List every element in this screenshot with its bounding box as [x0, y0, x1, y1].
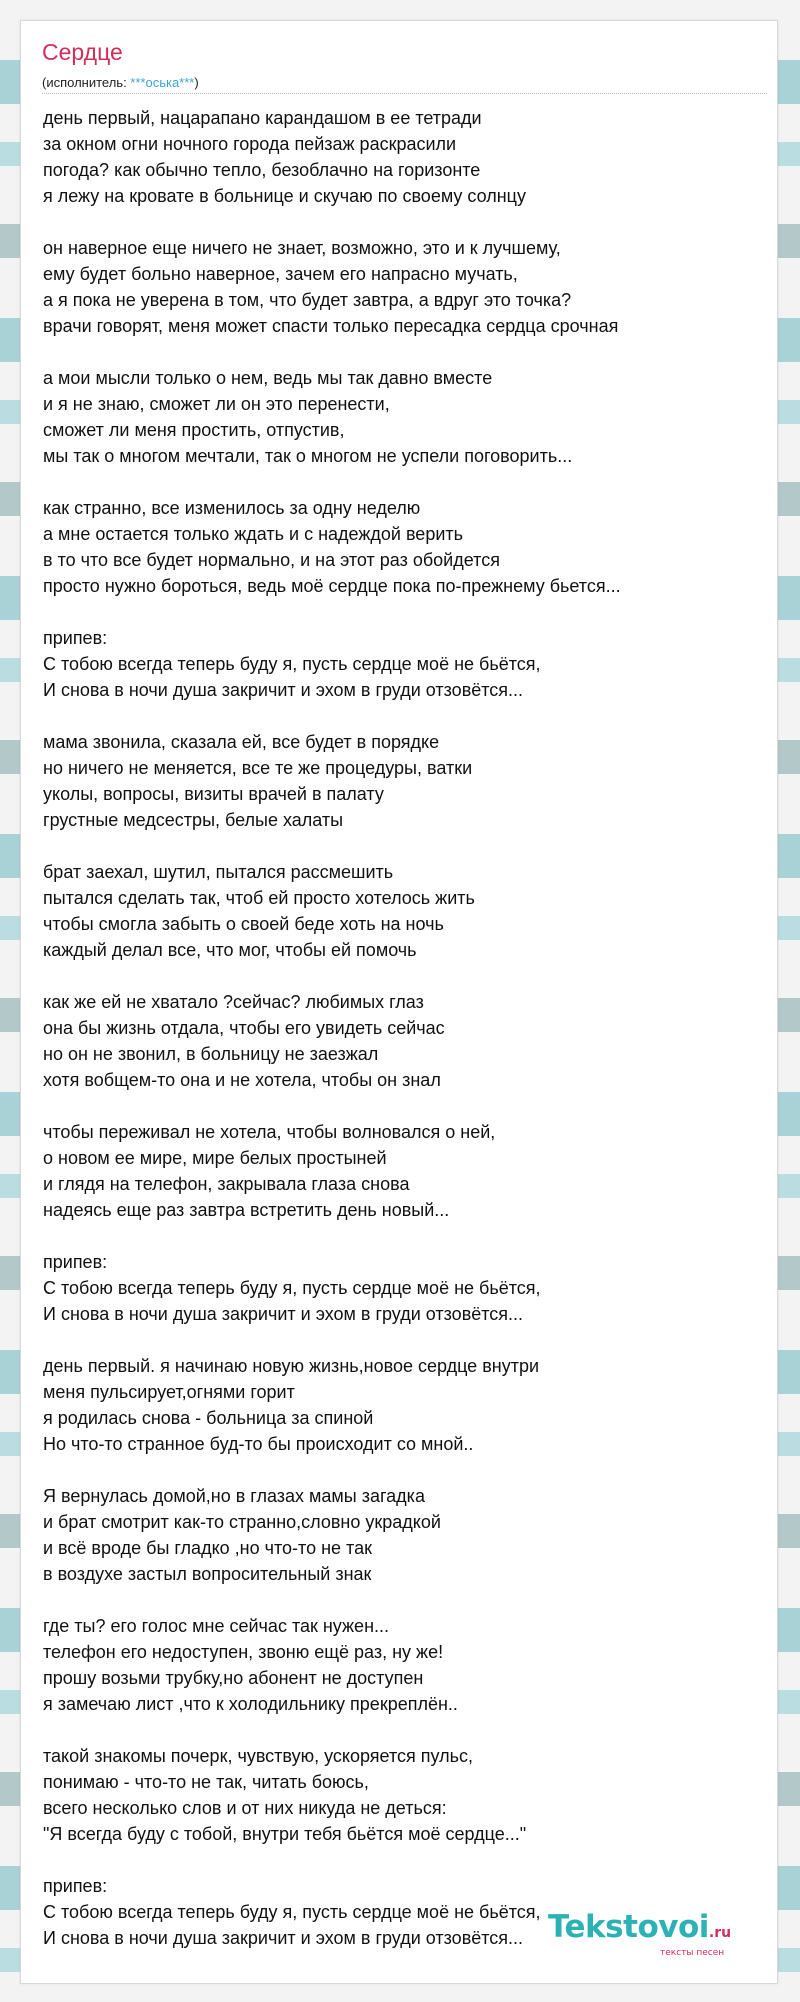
performer-link[interactable]: ***оська*** — [130, 75, 195, 90]
lyrics-line: меня пульсирует,огнями горит — [43, 1382, 295, 1402]
lyrics-stanza — [43, 495, 757, 599]
lyrics-line: И снова в ночи душа закричит и эхом в груди отзовётся... — [43, 1304, 524, 1324]
lyrics-stanza — [43, 859, 757, 963]
lyrics-line: как же ей не хватало ?сейчас? любимых глаз — [43, 992, 424, 1012]
lyrics-line: С тобою всегда теперь буду я, пусть сердце моё не бьётся, — [43, 1278, 541, 1298]
lyrics-line: день первый. я начинаю новую жизнь,новое сердце внутри — [43, 1356, 540, 1376]
lyrics-line: и всё вроде бы гладко ,но что-то не так — [43, 1538, 372, 1558]
lyrics-line: и брат смотрит как-то странно,словно украдкой — [43, 1512, 441, 1532]
lyrics-line: хотя вобщем-то она и не хотела, чтобы он знал — [43, 1070, 441, 1090]
logo-main-text: Tekstovoi — [548, 1909, 709, 1945]
lyrics-line: С тобою всегда теперь буду я, пусть сердце моё не бьётся, — [43, 1902, 541, 1922]
lyrics-line: чтобы переживал не хотела, чтобы волновался о ней, — [43, 1122, 496, 1142]
lyrics-line: я родилась снова - больница за спиной — [43, 1408, 374, 1428]
lyrics-line: прошу возьми трубку,но абонент не доступен — [43, 1668, 424, 1688]
site-logo[interactable] — [548, 1909, 732, 1945]
lyrics-line: припев: — [43, 1876, 108, 1896]
lyrics-line: а мои мысли только о нем, ведь мы так давно вместе — [43, 368, 493, 388]
lyrics-stanza — [43, 625, 757, 703]
lyrics-stanza — [43, 235, 757, 339]
lyrics-line: такой знакомы почерк, чувствую, ускоряется пульс, — [43, 1746, 473, 1766]
lyrics-line: Но что-то странное буд-то бы происходит со мной.. — [43, 1434, 474, 1454]
lyrics-line: о новом ее мире, мире белых простыней — [43, 1148, 387, 1168]
lyrics-line: я замечаю лист ,что к холодильнику прекреплён.. — [43, 1694, 458, 1714]
lyrics-line: он наверное еще ничего не знает, возможно, это и к лучшему, — [43, 238, 561, 258]
lyrics-body — [43, 105, 757, 1977]
lyrics-line: но он не звонил, в больницу не заезжал — [43, 1044, 379, 1064]
lyrics-stanza — [43, 1483, 757, 1587]
lyrics-line: в воздухе застыл вопросительный знак — [43, 1564, 372, 1584]
lyrics-stanza — [43, 1119, 757, 1223]
lyrics-stanza — [43, 105, 757, 209]
lyrics-line: Я вернулась домой,но в глазах мамы загадка — [43, 1486, 425, 1506]
lyrics-stanza — [43, 365, 757, 469]
song-title: Сердце — [42, 39, 123, 65]
lyrics-line: надеясь еще раз завтра встретить день новый... — [43, 1200, 450, 1220]
performer-line — [42, 75, 199, 90]
lyrics-stanza — [43, 1613, 757, 1717]
lyrics-line: а мне остается только ждать и с надеждой верить — [43, 524, 464, 544]
performer-prefix: (исполнитель: — [42, 75, 131, 90]
lyrics-line: как странно, все изменилось за одну неделю — [43, 498, 421, 518]
lyrics-line: а я пока не уверена в том, что будет завтра, а вдруг это точка? — [43, 290, 572, 310]
title-divider — [42, 93, 767, 94]
lyrics-line: за окном огни ночного города пейзаж раскрасили — [43, 134, 457, 154]
lyrics-line: сможет ли меня простить, отпустив, — [43, 420, 345, 440]
lyrics-line: С тобою всегда теперь буду я, пусть сердце моё не бьётся, — [43, 654, 541, 674]
lyrics-line: погода? как обычно тепло, безоблачно на горизонте — [43, 160, 481, 180]
lyrics-stanza — [43, 1249, 757, 1327]
lyrics-card — [20, 20, 778, 1984]
lyrics-line: брат заехал, шутил, пытался рассмешить — [43, 862, 394, 882]
lyrics-line: и я не знаю, сможет ли он это перенести, — [43, 394, 390, 414]
lyrics-line: день первый, нацарапано карандашом в ее тетради — [43, 108, 482, 128]
lyrics-line: она бы жизнь отдала, чтобы его увидеть сейчас — [43, 1018, 445, 1038]
lyrics-line: телефон его недоступен, звоню ещё раз, ну же! — [43, 1642, 444, 1662]
lyrics-stanza — [43, 1353, 757, 1457]
lyrics-stanza — [43, 989, 757, 1093]
lyrics-line: просто нужно бороться, ведь моё сердце пока по-прежнему бьется... — [43, 576, 621, 596]
lyrics-line: И снова в ночи душа закричит и эхом в груди отзовётся... — [43, 1928, 524, 1948]
lyrics-line: "Я всегда буду с тобой, внутри тебя бьётся моё сердце..." — [43, 1824, 527, 1844]
lyrics-line: пытался сделать так, чтоб ей просто хотелось жить — [43, 888, 475, 908]
logo-tld-text: .ru — [708, 1925, 732, 1941]
lyrics-stanza — [43, 729, 757, 833]
lyrics-line: где ты? его голос мне сейчас так нужен... — [43, 1616, 390, 1636]
lyrics-line: и глядя на телефон, закрывала глаза снова — [43, 1174, 410, 1194]
lyrics-stanza — [43, 1743, 757, 1847]
lyrics-line: грустные медсестры, белые халаты — [43, 810, 344, 830]
lyrics-line: уколы, вопросы, визиты врачей в палату — [43, 784, 384, 804]
lyrics-line: но ничего не меняется, все те же процедуры, ватки — [43, 758, 473, 778]
lyrics-line: каждый делал все, что мог, чтобы ей помочь — [43, 940, 417, 960]
lyrics-line: в то что все будет нормально, и на этот раз обойдется — [43, 550, 500, 570]
lyrics-line: я лежу на кровате в больнице и скучаю по своему солнцу — [43, 186, 526, 206]
lyrics-line: понимаю - что-то не так, читать боюсь, — [43, 1772, 369, 1792]
lyrics-line: И снова в ночи душа закричит и эхом в груди отзовётся... — [43, 680, 524, 700]
lyrics-line: врачи говорят, меня может спасти только пересадка сердца срочная — [43, 316, 619, 336]
lyrics-line: припев: — [43, 628, 108, 648]
performer-suffix: ) — [194, 75, 199, 90]
lyrics-line: всего несколько слов и от них никуда не деться: — [43, 1798, 447, 1818]
lyrics-line: чтобы смогла забыть о своей беде хоть на ночь — [43, 914, 444, 934]
lyrics-line: мама звонила, сказала ей, все будет в порядке — [43, 732, 440, 752]
lyrics-line: мы так о многом мечтали, так о многом не успели поговорить... — [43, 446, 573, 466]
lyrics-line: ему будет больно наверное, зачем его напрасно мучать, — [43, 264, 518, 284]
lyrics-line: припев: — [43, 1252, 108, 1272]
logo-subtitle: тексты песен — [660, 1948, 725, 1958]
